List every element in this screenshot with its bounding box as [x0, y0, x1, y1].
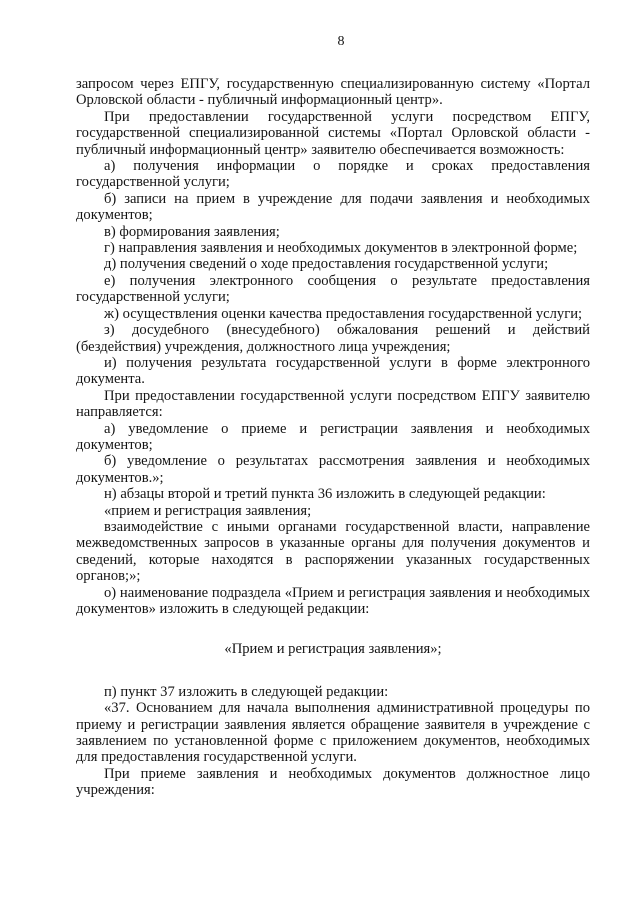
paragraph: ж) осуществления оценки качества предоставления государственной услуги; [104, 305, 583, 322]
body-text-top [76, 76, 590, 617]
section-heading: «Прием и регистрация заявления»; [224, 641, 442, 658]
paragraph: «37. Основанием для начала выполнения административной процедуры по приему и регистрации заявления является обращение заявителя в учреждение с заявлением по установленной форме с приложением документов, необходимых для предоставления государственной услуги. [76, 700, 590, 766]
paragraph: а) уведомление о приеме и регистрации заявления и необходимых документов; [76, 420, 590, 453]
paragraph: При приеме заявления и необходимых документов должностное лицо учреждения: [76, 765, 590, 799]
paragraph: взаимодействие с иными органами государственной власти, направление межведомственных запросов в указанные органы для получения документов и сведений, которые находятся в распоряжении указанных государственных органов;»; [76, 518, 590, 585]
paragraph: а) получения информации о порядке и сроках предоставления государственной услуги; [76, 158, 590, 191]
paragraph: б) записи на прием в учреждение для подачи заявления и необходимых документов; [76, 190, 590, 224]
paragraph: б) уведомление о результатах рассмотрения заявления и необходимых документов.»; [76, 453, 590, 486]
paragraph: п) пункт 37 изложить в следующей редакции: [104, 683, 389, 700]
paragraph: При предоставлении государственной услуги посредством ЕПГУ заявителю направляется: [76, 387, 590, 421]
paragraph: г) направления заявления и необходимых документов в электронной форме; [104, 240, 578, 257]
paragraph: При предоставлении государственной услуги посредством ЕПГУ, государственной специализированной системы «Портал Орловской области - публичный информационный центр» заявителю обеспечивается возможность: [76, 108, 590, 158]
paragraph: в) формирования заявления; [104, 223, 280, 240]
paragraph: е) получения электронного сообщения о результате предоставления государственной услуги; [76, 272, 590, 306]
paragraph: «прием и регистрация заявления; [104, 502, 312, 519]
paragraph: з) досудебного (внесудебного) обжалования решений и действий (бездействия) учреждения, должностного лица учреждения; [76, 322, 590, 355]
paragraph: и) получения результата государственной услуги в форме электронного документа. [76, 354, 590, 388]
page-number: 8 [337, 34, 345, 49]
paragraph: н) абзацы второй и третий пункта 36 изложить в следующей редакции: [104, 486, 546, 503]
paragraph: д) получения сведений о ходе предоставления государственной услуги; [104, 256, 549, 273]
paragraph: запросом через ЕПГУ, государственную специализированную систему «Портал Орловской области - публичный информационный центр». [76, 76, 590, 109]
body-text-bottom [76, 684, 590, 799]
paragraph: о) наименование подраздела «Прием и регистрация заявления и необходимых документов» изложить в следующей редакции: [76, 584, 590, 617]
